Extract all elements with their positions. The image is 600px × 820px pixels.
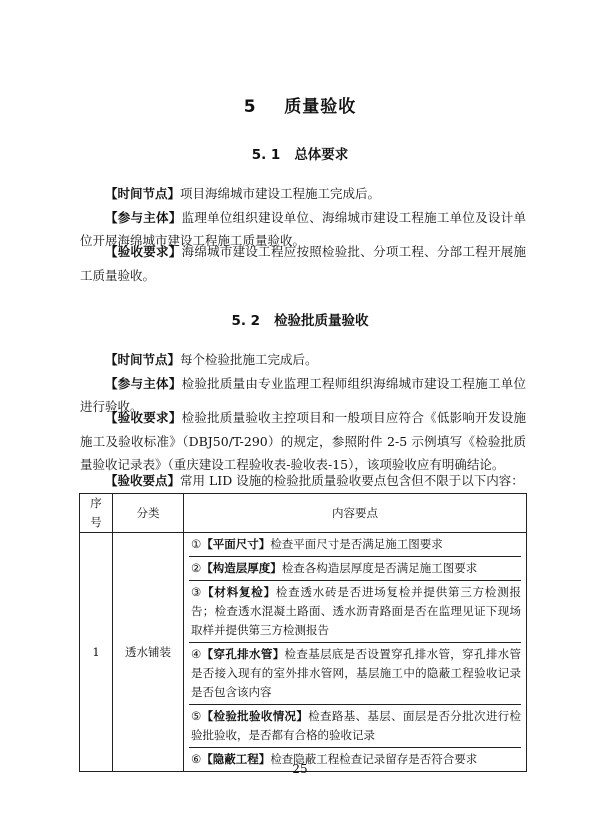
paragraph-time-node-1 — [80, 182, 526, 206]
paragraph-label: 【验收要点】 — [105, 473, 181, 488]
content-item — [189, 643, 521, 705]
item-label: 【检验批验收情况】 — [201, 709, 309, 723]
chapter-number: 5 — [243, 97, 257, 117]
chapter-title-text: 质量验收 — [284, 97, 357, 117]
item-label: 【材料复检】 — [202, 585, 276, 599]
inspection-points-table — [79, 493, 527, 772]
section-title-text: 检验批质量验收 — [274, 313, 369, 329]
chapter-title — [0, 92, 600, 117]
item-prefix: ④ — [191, 647, 202, 661]
paragraph-label: 【参与主体】 — [105, 375, 182, 391]
item-text: 检查透水砖是否进场复检并提供第三方检测报告；检查透水混凝土路面、透水沥青路面是否在监理见证下现场取样并提供第三方检测报告 — [191, 585, 522, 637]
item-prefix: ⑤ — [191, 709, 202, 723]
header-category: 分类 — [113, 494, 184, 533]
paragraph-text: 检验批质量验收主控项目和一般项目应符合《低影响开发设施施工及验收标准》（DBJ50/T-290）的规定，参照附件 2-5 示例填写《检验批质量验收记录表》（重庆建设工程验收表-验收表-15），该项验收应有明确结论。 — [80, 410, 526, 472]
content-item — [189, 705, 521, 748]
section-number: 5. 2 — [231, 313, 261, 329]
paragraph-label: 【时间节点】 — [105, 186, 181, 201]
row-category: 透水铺装 — [113, 533, 184, 772]
paragraph-text: 项目海绵城市建设工程施工完成后。 — [180, 186, 381, 201]
item-prefix: ⑥ — [191, 752, 202, 766]
item-label: 【平面尺寸】 — [201, 537, 271, 551]
page-number: 25 — [292, 762, 308, 776]
paragraph-key-points — [80, 469, 526, 493]
item-text: 检查隐蔽工程检查记录留存是否符合要求 — [270, 752, 478, 766]
paragraph-text: 常用 LID 设施的检验批质量验收要点包含但不限于以下内容： — [180, 473, 524, 488]
paragraph-text: 每个检验批施工完成后。 — [180, 352, 318, 367]
paragraph-text: 检验批质量由专业监理工程师组织海绵城市建设工程施工单位进行验收。 — [80, 375, 526, 414]
section-number: 5. 1 — [251, 147, 281, 163]
row-serial-no: 1 — [80, 533, 113, 772]
item-text: 检查各构造层厚度是否满足施工图要求 — [281, 561, 478, 575]
item-text: 检查平面尺寸是否满足施工图要求 — [270, 537, 443, 551]
content-item — [189, 581, 521, 643]
item-label: 【穿孔排水管】 — [201, 647, 285, 661]
item-prefix: ③ — [191, 585, 203, 599]
paragraph-label: 【时间节点】 — [105, 352, 181, 367]
item-label: 【构造层厚度】 — [201, 561, 282, 575]
paragraph-label: 【验收要求】 — [105, 244, 182, 259]
section-title-5-1 — [0, 143, 600, 163]
content-item — [189, 533, 521, 557]
item-label: 【隐蔽工程】 — [201, 752, 271, 766]
content-item — [189, 557, 521, 581]
table-row — [80, 533, 527, 772]
paragraph-time-node-2 — [80, 348, 526, 372]
paragraph-requirements-2 — [80, 406, 526, 477]
header-content-points: 内容要点 — [184, 494, 527, 533]
paragraph-label: 【参与主体】 — [105, 209, 182, 225]
item-text: 检查路基、基层、面层是否分批次进行检验批验收，是否都有合格的验收记录 — [191, 709, 522, 742]
paragraph-text: 监理单位组织建设单位、海绵城市建设工程施工单位及设计单位开展海绵城市建设工程施工质量验收。 — [80, 209, 526, 248]
table-header-row — [80, 494, 527, 533]
section-title-text: 总体要求 — [294, 147, 349, 163]
paragraph-requirements-1 — [80, 240, 526, 287]
section-title-5-2 — [0, 309, 600, 329]
paragraph-label: 【验收要求】 — [105, 410, 182, 425]
header-serial-no: 序号 — [80, 494, 113, 533]
item-prefix: ② — [191, 561, 202, 575]
item-text: 检查基层底是否设置穿孔排水管，穿孔排水管是否接入现有的室外排水管网，基层施工中的隐蔽工程验收记录是否包含该内容 — [191, 647, 522, 699]
row-content-points — [184, 533, 527, 772]
item-prefix: ① — [191, 537, 202, 551]
paragraph-text: 海绵城市建设工程应按照检验批、分项工程、分部工程开展施工质量验收。 — [80, 244, 526, 283]
